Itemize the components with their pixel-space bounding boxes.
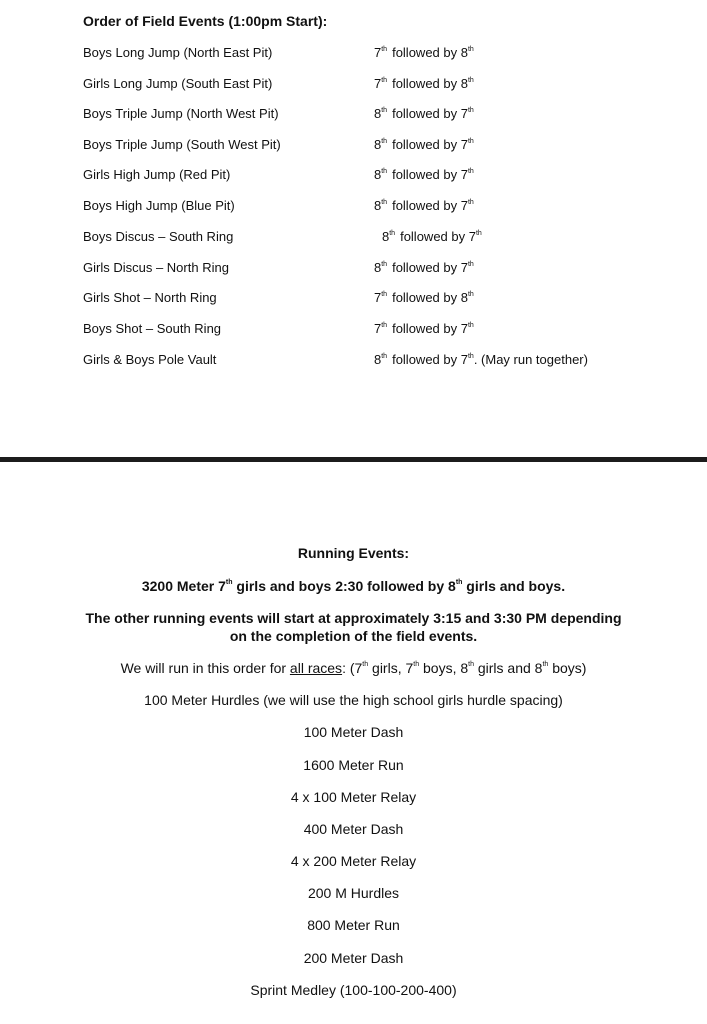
followed-by-text: followed by <box>392 137 461 152</box>
field-event-name: Boys Long Jump (North East Pit) <box>83 45 273 60</box>
superscript: th <box>467 106 474 114</box>
followed-by-text: followed by <box>392 45 461 60</box>
field-event-name: Girls Discus – North Ring <box>83 260 229 275</box>
superscript: th <box>467 76 474 84</box>
field-event-name: Girls Long Jump (South East Pit) <box>83 76 273 91</box>
field-events-title: Order of Field Events (1:00pm Start): <box>83 13 328 29</box>
field-event-row <box>0 76 707 94</box>
grade-first: 8 <box>374 106 382 121</box>
followed-by-text: followed by <box>392 352 461 367</box>
field-event-name: Boys High Jump (Blue Pit) <box>83 198 235 213</box>
superscript: th <box>381 352 388 360</box>
grade-first: 8 <box>374 167 382 182</box>
superscript: th <box>467 290 474 298</box>
followed-by-text: followed by <box>392 260 461 275</box>
field-event-order <box>374 260 474 275</box>
race-item: 400 Meter Dash <box>303 821 404 837</box>
superscript: th <box>389 229 396 237</box>
grade-second: 7 <box>460 352 468 367</box>
field-event-note: . (May run together) <box>473 352 588 367</box>
superscript: th <box>475 229 482 237</box>
running-events-title: Running Events: <box>297 545 410 561</box>
race-item: 4 x 200 Meter Relay <box>290 853 417 869</box>
grade-first: 8 <box>374 260 382 275</box>
field-event-order <box>374 167 474 182</box>
grade-second: 7 <box>460 106 468 121</box>
grade-second: 8 <box>460 290 468 305</box>
superscript: th <box>381 198 388 206</box>
race-item: 100 Meter Dash <box>303 724 404 740</box>
race-item: Sprint Medley (100-100-200-400) <box>250 982 457 998</box>
run-order-text: We will run in this order for <box>120 660 290 676</box>
race-item: 200 Meter Dash <box>303 950 404 966</box>
superscript: th <box>362 661 369 669</box>
race-3200-text-a: 3200 Meter 7 <box>141 578 226 594</box>
race-3200-text-b: girls and boys 2:30 followed by 8 <box>232 578 456 594</box>
other-events-line-1: The other running events will start at approximately 3:15 and 3:30 PM depending <box>85 610 622 626</box>
field-event-row <box>0 45 707 63</box>
field-event-order <box>374 106 474 121</box>
superscript: th <box>467 137 474 145</box>
field-event-name: Boys Shot – South Ring <box>83 321 222 336</box>
grade-first: 8 <box>374 352 382 367</box>
followed-by-text: followed by <box>400 229 469 244</box>
followed-by-text: followed by <box>392 167 461 182</box>
followed-by-text: followed by <box>392 198 461 213</box>
field-event-row <box>0 290 707 308</box>
grade-first: 7 <box>374 290 382 305</box>
superscript: th <box>381 45 388 53</box>
field-event-name: Girls Shot – North Ring <box>83 290 217 305</box>
run-order-text: : (7 <box>342 660 363 676</box>
field-event-row <box>0 137 707 155</box>
run-order-underlined: all races <box>289 660 343 676</box>
field-event-order <box>374 198 474 213</box>
field-event-order <box>374 45 474 60</box>
grade-second: 7 <box>460 137 468 152</box>
superscript: th <box>467 198 474 206</box>
race-item: 1600 Meter Run <box>303 757 404 773</box>
superscript: th <box>467 352 474 360</box>
run-order-text: girls, 7 <box>368 660 414 676</box>
field-event-order <box>374 76 474 91</box>
run-order-line <box>0 660 707 676</box>
superscript: th <box>381 137 388 145</box>
run-order-text: boys, 8 <box>419 660 469 676</box>
superscript: th <box>225 579 233 587</box>
grade-second: 7 <box>468 229 476 244</box>
grade-first: 7 <box>374 321 382 336</box>
superscript: th <box>381 290 388 298</box>
race-item: 200 M Hurdles <box>307 885 400 901</box>
superscript: th <box>467 260 474 268</box>
race-3200-text-c: girls and boys. <box>462 578 566 594</box>
field-event-name: Boys Triple Jump (North West Pit) <box>83 106 279 121</box>
race-item: 4 x 100 Meter Relay <box>290 789 417 805</box>
field-event-name: Girls & Boys Pole Vault <box>83 352 217 367</box>
superscript: th <box>467 167 474 175</box>
superscript: th <box>381 260 388 268</box>
field-event-row <box>0 198 707 216</box>
superscript: th <box>381 106 388 114</box>
field-event-order <box>382 229 482 244</box>
followed-by-text: followed by <box>392 290 461 305</box>
grade-second: 7 <box>460 260 468 275</box>
field-event-name: Girls High Jump (Red Pit) <box>83 167 231 182</box>
grade-second: 7 <box>460 321 468 336</box>
superscript: th <box>413 661 420 669</box>
race-3200-line <box>0 578 707 594</box>
superscript: th <box>381 321 388 329</box>
race-item: 800 Meter Run <box>307 917 400 933</box>
followed-by-text: followed by <box>392 76 461 91</box>
grade-first: 7 <box>374 45 382 60</box>
field-event-row <box>0 229 707 247</box>
field-event-row <box>0 321 707 339</box>
race-item: 100 Meter Hurdles (we will use the high school girls hurdle spacing) <box>144 692 563 708</box>
field-event-name: Boys Discus – South Ring <box>83 229 234 244</box>
grade-second: 8 <box>460 76 468 91</box>
grade-first: 8 <box>374 198 382 213</box>
grade-first: 8 <box>374 137 382 152</box>
run-order-text: girls and 8 <box>473 660 543 676</box>
field-event-name: Boys Triple Jump (South West Pit) <box>83 137 281 152</box>
field-event-row <box>0 260 707 278</box>
superscript: th <box>467 45 474 53</box>
grade-second: 7 <box>460 167 468 182</box>
run-order-text: boys) <box>548 660 587 676</box>
superscript: th <box>468 661 474 669</box>
field-event-row <box>0 106 707 124</box>
superscript: th <box>455 579 463 587</box>
superscript: th <box>467 321 474 329</box>
grade-second: 7 <box>460 198 468 213</box>
field-event-order <box>374 352 588 367</box>
grade-first: 8 <box>382 229 390 244</box>
other-events-line-2: on the completion of the field events. <box>229 628 478 644</box>
field-event-row <box>0 352 707 370</box>
field-event-order <box>374 321 474 336</box>
section-divider <box>0 457 707 462</box>
superscript: th <box>381 167 388 175</box>
followed-by-text: followed by <box>392 321 461 336</box>
field-event-order <box>374 290 474 305</box>
followed-by-text: followed by <box>392 106 461 121</box>
superscript: th <box>542 661 549 669</box>
grade-first: 7 <box>374 76 382 91</box>
grade-second: 8 <box>460 45 468 60</box>
superscript: th <box>381 76 388 84</box>
field-event-row <box>0 167 707 185</box>
field-event-order <box>374 137 474 152</box>
